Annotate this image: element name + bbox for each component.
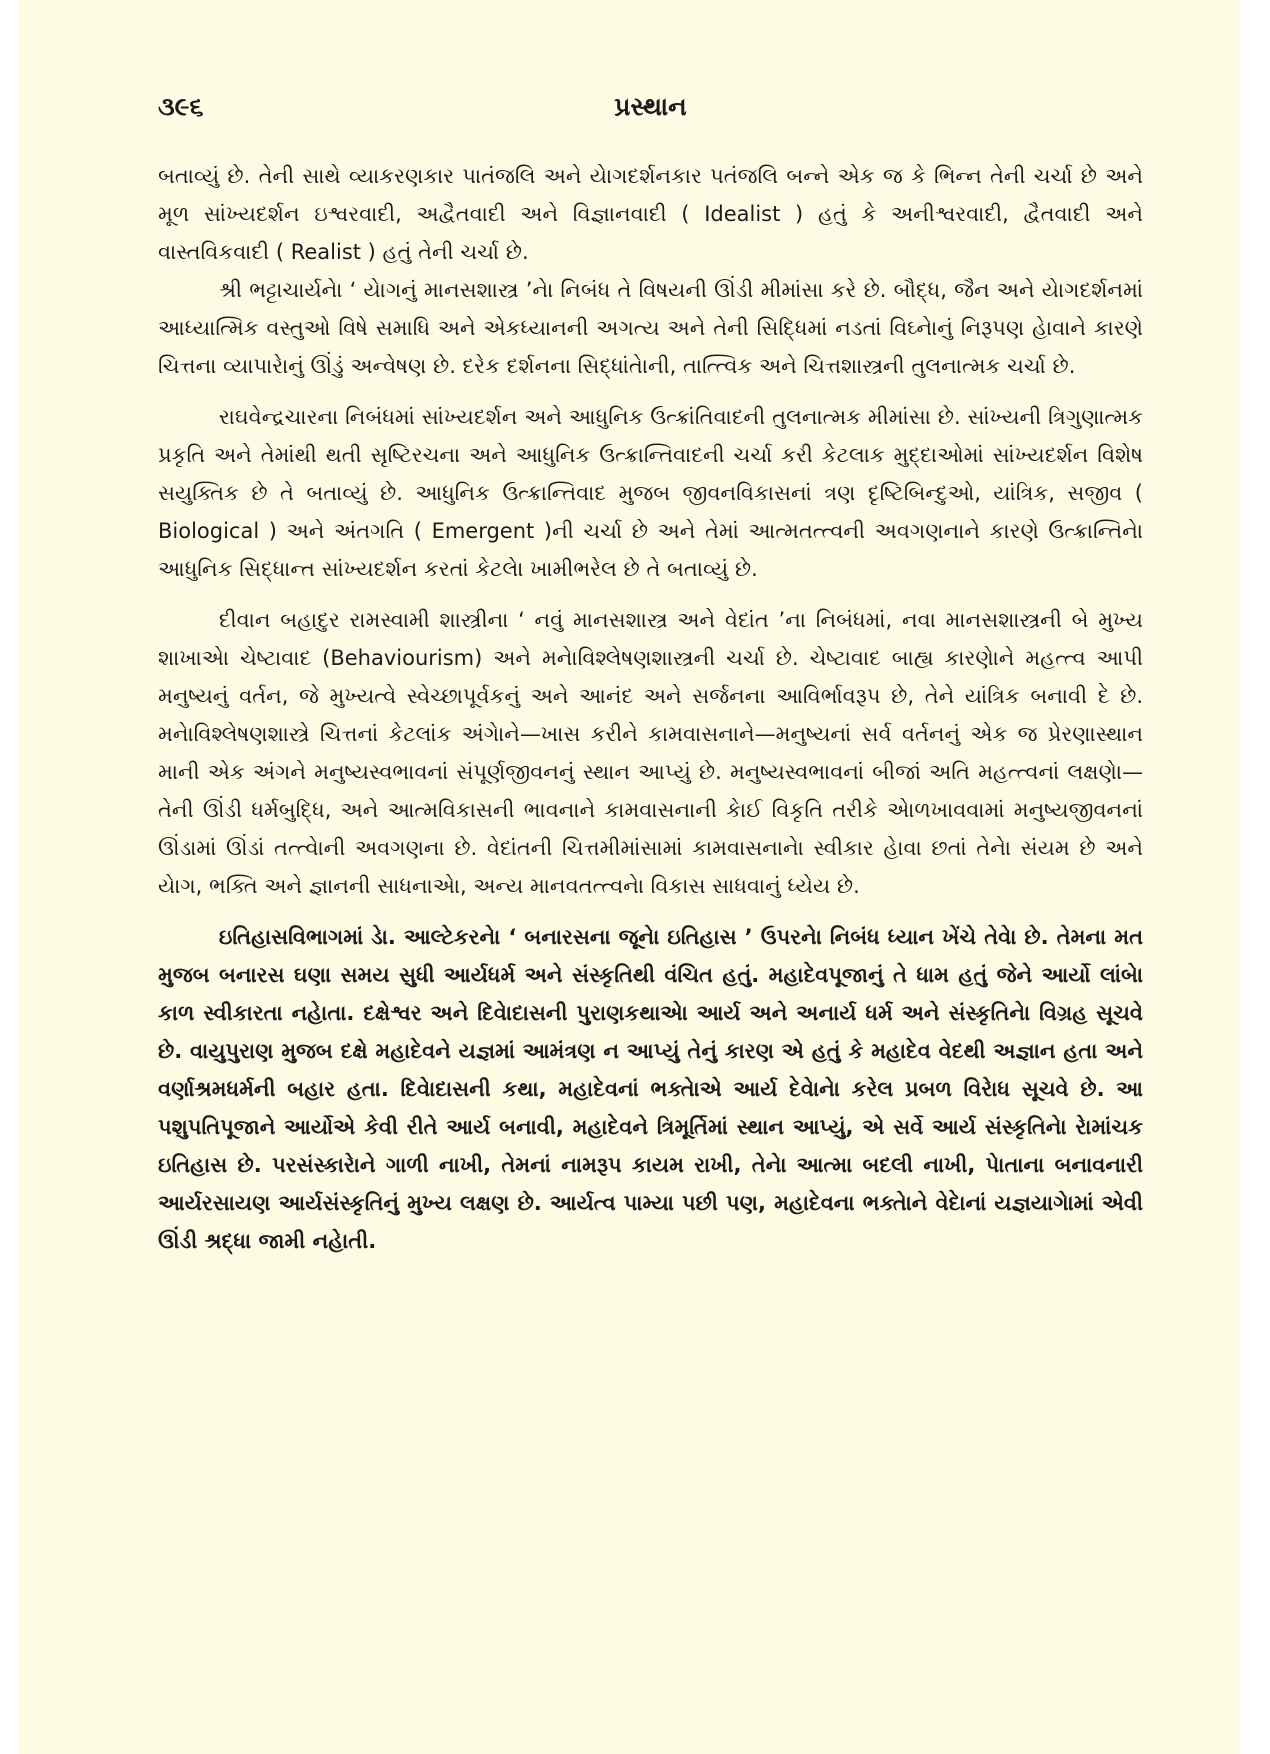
paragraph: ઇતિહાસવિભાગમાં ડેા. આલ્ટેકરનેા ‘ બનારસના જૂનેા ઇતિહાસ ’ ઉપરનેા નિબંધ ધ્યાન ખેંચે તેવેા છે. તેમના મત મુજબ બનારસ ઘણા સમય સુધી આર્યધર્મ અને સંસ્કૃતિથી વંચિત હતું. મહાદેવપૂજાનું તે ધામ હતું જેને આર્યો લાંબેા કાળ સ્વીકારતા નહેાતા. દક્ષેશ્વર અને દિવેાદાસની પુરાણકથાએા આર્ય અને અનાર્ય ધર્મ અને સંસ્કૃતિનેા વિગ્રહ સૂચવે છે. વાયુપુરાણ મુજબ દક્ષે મહાદેવને યજ્ઞમાં આમંત્રણ ન આપ્યું તેનું કારણ એ હતું કે મહાદેવ વેદથી અજ્ઞાન હતા અને વર્ણાશ્રમધર્મની બહાર હતા. દિવેાદાસની કથા, મહાદેવનાં ભક્તેાએ આર્ય દેવેાનેા કરેલ પ્રબળ વિરેાધ સૂચવે છે. આ પશુપતિપૂજાને આર્યોએ કેવી રીતે આર્ય બનાવી, મહાદેવને ત્રિમૂર્તિમાં સ્થાન આપ્યું, એ સર્વે આર્ય સંસ્કૃતિનેા રેામાંચક ઇતિહાસ છે. પરસંસ્કારેાને ગાળી નાખી, તેમનાં નામરૂપ કાયમ રાખી, તેનેા આત્મા બદલી નાખી, પેાતાના બનાવનારી આર્યરસાયણ આર્યસંસ્કૃતિનું મુખ્ય લક્ષણ છે. આર્યત્વ પામ્યા પછી પણ, મહાદેવના ભક્તેાને વેદેાનાં યજ્ઞયાગેામાં એવી ઊંડી શ્રદ્ધા જામી નહેાતી.: [158, 925, 1143, 1253]
paragraph: રાઘવેન્દ્રચારના નિબંધમાં સાંખ્યદર્શન અને આધુનિક ઉત્ક્રાંતિવાદની તુલનાત્મક મીમાંસા છે. સાંખ્યની ત્રિગુણાત્મક પ્રકૃતિ અને તેમાંથી થતી સૃષ્ટિરચના અને આધુનિક ઉત્ક્રાન્તિવાદની ચર્ચા કરી કેટલાક મુદ્દાઓમાં સાંખ્યદર્શન વિશેષ સયુક્તિક છે તે બતાવ્યું છે. આધુનિક ઉત્ક્રાન્તિવાદ મુજબ જીવનવિકાસનાં ત્રણ દૃષ્ટિબિન્દુઓ, યાંત્રિક, સજીવ ( Biological ) અને અંતગતિ ( Emergent )ની ચર્ચા છે અને તેમાં આત્મતત્ત્વની અવગણનાને કારણે ઉત્ક્રાન્તિનેા આધુનિક સિદ્ધાન્ત સાંખ્યદર્શન કરતાં કેટલેા ખામીભરેલ છે તે બતાવ્યું છે.: [158, 405, 1143, 581]
running-title: પ્રસ્થાન: [614, 92, 687, 121]
paragraph: શ્રી ભટ્ટાચાર્યનેા ‘ યેાગનું માનસશાસ્ત્ર ’નેા નિબંધ તે વિષયની ઊંડી મીમાંસા કરે છે. બૌદ્ધ, જૈન અને યેાગદર્શનમાં આધ્યાત્મિક વસ્તુઓ વિષે સમાધિ અને એકધ્યાનની અગત્ય અને તેની સિદ્ધિમાં નડતાં વિઘ્નેાનું નિરૂપણ હેાવાને કારણે ચિત્તના વ્યાપારેાનું ઊંડું અન્વેષણ છે. દરેક દર્શનના સિદ્ધાંતેાની, તાત્ત્વિક અને ચિત્તશાસ્ત્રની તુલનાત્મક ચર્ચા છે.: [158, 278, 1143, 378]
paragraph: બતાવ્યું છે. તેની સાથે વ્યાકરણકાર પાતંજલિ અને યેાગદર્શનકાર પતંજલિ બન્ને એક જ કે ભિન્ન તેની ચર્ચા છે અને મૂળ સાંખ્યદર્શન ઇશ્વરવાદી, અદ્વૈતવાદી અને વિજ્ઞાનવાદી ( Idealist ) હતું કે અનીશ્વરવાદી, દ્વૈતવાદી અને વાસ્તવિકવાદી ( Realist ) હતું તેની ચર્ચા છે.: [158, 164, 1143, 264]
book-page: [18, 0, 1240, 1754]
paragraph: દીવાન બહાદુર રામસ્વામી શાસ્ત્રીના ‘ નવું માનસશાસ્ત્ર અને વેદાંત ’ના નિબંધમાં, નવા માનસશાસ્ત્રની બે મુખ્ય શાખાએા ચેષ્ટાવાદ (Behaviourism) અને મનેાવિશ્લેષણશાસ્ત્રની ચર્ચા છે. ચેષ્ટાવાદ બાહ્ય કારણેાને મહત્ત્વ આપી મનુષ્યનું વર્તન, જે મુખ્યત્વે સ્વેચ્છાપૂર્વકનું અને આનંદ અને સર્જનના આવિર્ભાવરૂપ છે, તેને યાંત્રિક બનાવી દે છે. મનેાવિશ્લેષણશાસ્ત્રે ચિત્તનાં કેટલાંક અંગેાને—ખાસ કરીને કામવાસનાને—મનુષ્યનાં સર્વ વર્તનનું એક જ પ્રેરણાસ્થાન માની એક અંગને મનુષ્યસ્વભાવનાં સંપૂર્ણજીવનનું સ્થાન આપ્યું છે. મનુષ્યસ્વભાવનાં બીજાં અતિ મહત્ત્વનાં લક્ષણેા—તેની ઊંડી ધર્મબુદ્ધિ, અને આત્મવિકાસની ભાવનાને કામવાસનાની કેાઈ વિકૃતિ તરીકે એાળખાવવામાં મનુષ્યજીવનનાં ઊંડામાં ઊંડાં તત્ત્વેાની અવગણના છે. વેદાંતની ચિત્તમીમાંસામાં કામવાસનાનેા સ્વીકાર હેાવા છતાં તેનેા સંયમ છે અને યેાગ, ભક્તિ અને જ્ઞાનની સાધનાએા, અન્ય માનવતત્ત્વનેા વિકાસ સાધવાનું ધ્યેય છે.: [158, 608, 1143, 898]
page-header: [158, 92, 1143, 132]
page-body: [158, 157, 1143, 1273]
page-number: ૩૯૬: [158, 92, 204, 121]
